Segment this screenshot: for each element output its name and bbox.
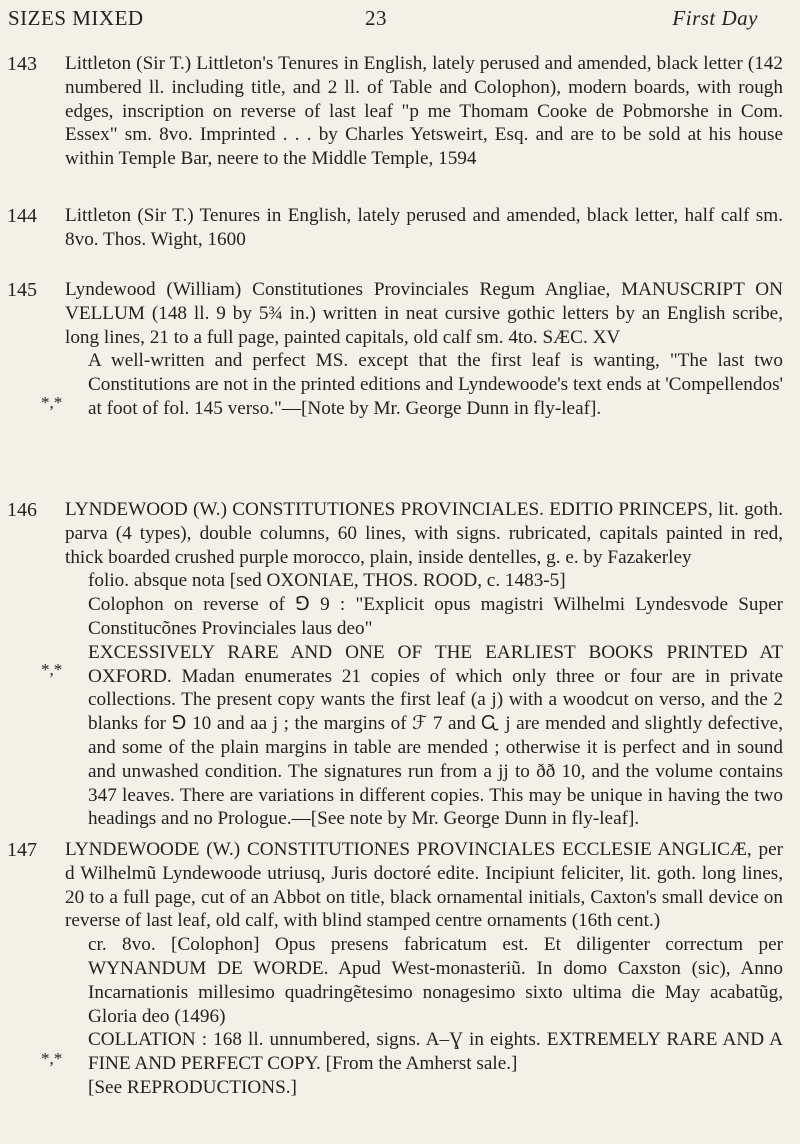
lot-text: Littleton (Sir T.) Littleton's Tenures in English, lately perused and amended, black letter (142 numbered ll. including title, and 2 ll. of Table and Colophon), modern boards, with rough edges, inscription on reverse of last leaf "p me Thomam Cooke de Pobmorshe in Com. Essex" sm. 8vo. Imprinted . . . by Charles Yetsweirt, Esq. and are to be sold at his house within Temple Bar, neere to the Middle Temple, 1594 [65, 53, 783, 170]
asterisk-mark: *,* [41, 660, 63, 679]
lot-note: COLLATION : 168 ll. unnumbered, signs. A–Ɣ in eights. EXTREMELY RARE AND A FINE AND PERFECT COPY. [From the Amherst sale.] [88, 1029, 783, 1075]
lot-imprint: folio. absque nota [sed OXONIAE, THOS. ROOD, c. 1483-5] [88, 570, 566, 592]
lot-text: LYNDEWOOD (W.) CONSTITUTIONES PROVINCIALES. EDITIO PRINCEPS, lit. goth. parva (4 types), double columns, 60 lines, with signs. rubricated, capitals painted in red, thick boarded crushed purple morocco, plain, inside dentelles, g. e. by Fazakerley [65, 499, 783, 568]
lot-number: 145 [7, 279, 37, 301]
lot-description [65, 204, 783, 252]
lot-description [65, 52, 783, 171]
lot-text: Lyndewood (William) Constitutiones Provinciales Regum Angliae, MANUSCRIPT ON VELLUM (148 ll. 9 by 5¾ in.) written in neat cursive gothic letters by an English scribe, long lines, 21 to a full page, painted capitals, old calf sm. 4to. SÆC. XV [65, 279, 783, 348]
asterisk-mark: *,* [41, 393, 63, 412]
running-head-section: SIZES MIXED [8, 6, 144, 30]
running-head [0, 6, 800, 36]
lot-colophon: cr. 8vo. [Colophon] Opus presens fabricatum est. Et diligenter correctum per WYNANDUM DE WORDE. Apud West-monasteriũ. In domo Caxston (sic), Anno Incarnationis millesimo quadringẽtesimo nonagesimo sixto ultima die May acabatũg, Gloria deo (1496) [88, 934, 783, 1027]
lot-number: 144 [7, 205, 37, 227]
lot-number: 143 [7, 53, 37, 75]
lot-description [65, 498, 783, 831]
lot-description [65, 838, 783, 1100]
lot-number: 147 [7, 839, 37, 861]
lot-note: A well-written and perfect MS. except that the first leaf is wanting, "The last two Constitutions are not in the printed editions and Lyndewoode's text ends at 'Compellendos' at foot of fol. 145 verso."—[Note by Mr. George Dunn in fly-leaf]. [88, 350, 783, 419]
lot-description [65, 278, 783, 421]
asterisk-mark: *,* [41, 1049, 63, 1068]
lot-colophon: Colophon on reverse of ⅁ 9 : "Explicit opus magistri Wilhelmi Lyndesvode Super Constitucõnes Provinciales laus deo" [88, 594, 783, 639]
page-number: 23 [365, 6, 387, 30]
lot-text: LYNDEWOODE (W.) CONSTITUTIONES PROVINCIALES ECCLESIE ANGLICÆ, per d Wilhelmũ Lyndewoode utriusq, Juris doctoré edite. Incipiunt feliciter, lit. goth. long lines, 20 to a full page, cut of an Abbot on title, black ornamental initials, Caxton's small device on reverse of last leaf, old calf, with blind stamped centre ornaments (16th cent.) [65, 839, 783, 932]
lot-number: 146 [7, 499, 37, 521]
lot-note: EXCESSIVELY RARE AND ONE OF THE EARLIEST BOOKS PRINTED AT OXFORD. Madan enumerates 21 copies of which only three or four are in private collections. The present copy wants the first leaf (a j) with a woodcut on verso, and the 2 blanks for ⅁ 10 and aa j ; the margins of ℱ 7 and Ꮹ j are mended and slightly defective, and some of the plain margins in table are mended ; otherwise it is perfect and in sound and unwashed condition. The signatures run from a jj to ðð 10, and the volume contains 347 leaves. There are variations in different copies. This may be unique in having the two headings and no Prologue.—[See note by Mr. George Dunn in fly-leaf]. [88, 641, 783, 830]
lot-reproductions-ref: [See REPRODUCTIONS.] [88, 1076, 297, 1098]
running-head-day: First Day [672, 6, 758, 30]
lot-text: Littleton (Sir T.) Tenures in English, lately perused and amended, black letter, half calf sm. 8vo. Thos. Wight, 1600 [65, 205, 783, 250]
